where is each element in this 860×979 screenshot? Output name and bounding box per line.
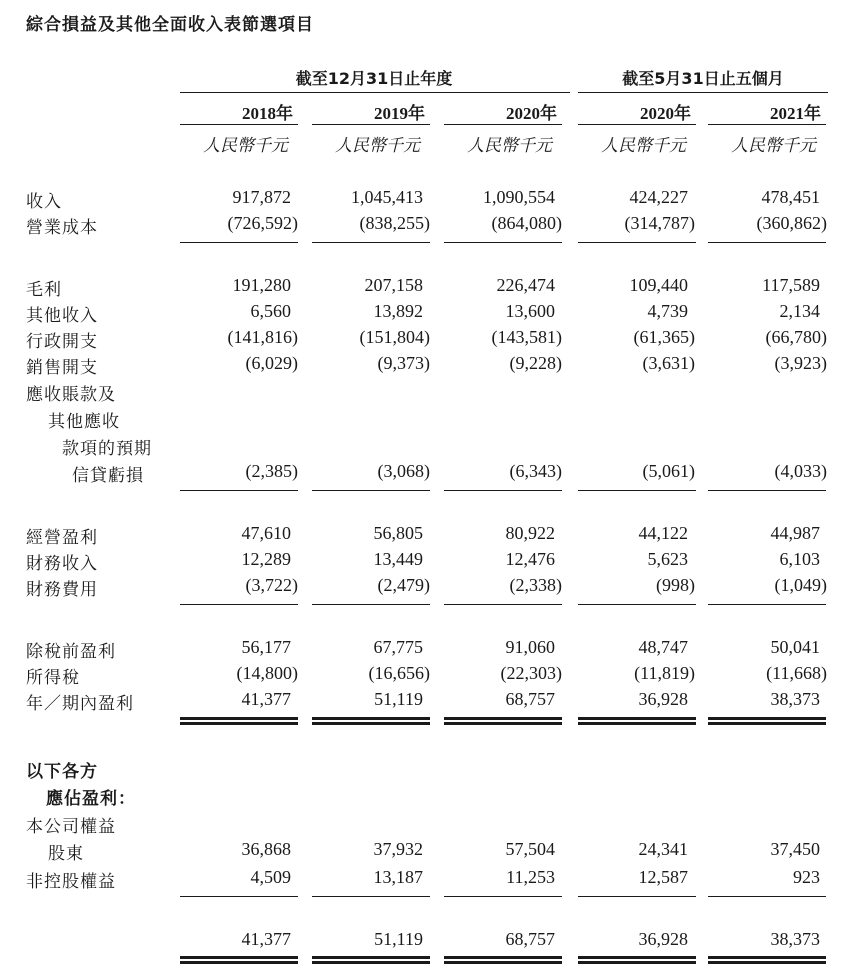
row-label: 收入: [26, 192, 62, 212]
total-double-rule: [578, 956, 696, 964]
row-label: 經營盈利: [26, 528, 98, 548]
table-cell: 91,060: [505, 637, 555, 657]
table-cell: 56,177: [241, 637, 291, 657]
table-cell: (11,819): [634, 663, 695, 683]
table-cell: (3,631): [642, 353, 695, 373]
table-cell: 11,253: [506, 867, 555, 887]
table-cell: 57,504: [505, 839, 555, 859]
table-cell: 38,373: [770, 929, 820, 949]
table-cell: (9,228): [509, 353, 562, 373]
total-double-rule: [312, 717, 430, 725]
table-cell: (4,033): [774, 461, 827, 481]
subtotal-rule: [708, 604, 826, 605]
col-rule-2020-five-months: [578, 124, 696, 125]
table-cell: (66,780): [765, 327, 827, 347]
table-cell: (6,343): [509, 461, 562, 481]
col-unit-2019: 人民幣千元: [335, 136, 420, 156]
table-cell: 38,373: [770, 689, 820, 709]
table-cell: 68,757: [505, 929, 555, 949]
table-cell: 37,932: [373, 839, 423, 859]
table-cell: 923: [793, 867, 820, 887]
row-label: 以下各方: [26, 762, 98, 782]
group-rule-year: [180, 92, 570, 93]
row-label: 年／期內盈利: [26, 694, 134, 714]
col-unit-2018: 人民幣千元: [203, 136, 288, 156]
table-cell: 226,474: [496, 275, 555, 295]
table-cell: 1,090,554: [483, 187, 555, 207]
table-cell: 12,289: [241, 549, 291, 569]
row-label: 財務費用: [26, 580, 98, 600]
table-cell: (838,255): [359, 213, 430, 233]
table-cell: (998): [656, 575, 695, 595]
row-label: 其他應收: [48, 412, 120, 432]
table-cell: 68,757: [505, 689, 555, 709]
subtotal-rule: [180, 490, 298, 491]
table-cell: (151,804): [359, 327, 430, 347]
row-label: 除稅前盈利: [26, 642, 116, 662]
table-cell: 13,600: [505, 301, 555, 321]
row-label: 應收賬款及: [26, 385, 116, 405]
table-cell: 44,122: [638, 523, 688, 543]
table-cell: 13,449: [373, 549, 423, 569]
table-cell: 51,119: [374, 929, 423, 949]
total-double-rule: [708, 956, 826, 964]
table-cell: (3,722): [245, 575, 298, 595]
total-double-rule: [444, 717, 562, 725]
table-cell: 51,119: [374, 689, 423, 709]
row-label: 股東: [48, 844, 84, 864]
col-unit-2020-five-months: 人民幣千元: [601, 136, 686, 156]
row-label: 所得稅: [26, 668, 80, 688]
table-cell: 36,928: [638, 929, 688, 949]
table-cell: 13,187: [373, 867, 423, 887]
table-cell: 5,623: [647, 549, 688, 569]
table-cell: 37,450: [770, 839, 820, 859]
table-cell: (61,365): [633, 327, 695, 347]
table-cell: 4,739: [647, 301, 688, 321]
total-double-rule: [312, 956, 430, 964]
row-label: 其他收入: [26, 306, 98, 326]
subtotal-rule: [708, 490, 826, 491]
col-year-2019: 2019年: [374, 104, 425, 123]
subtotal-rule: [578, 896, 696, 897]
table-cell: (314,787): [624, 213, 695, 233]
table-cell: 36,928: [638, 689, 688, 709]
group-rule-months: [578, 92, 828, 93]
col-year-2020: 2020年: [506, 104, 557, 123]
table-cell: 6,103: [779, 549, 820, 569]
table-cell: 80,922: [505, 523, 555, 543]
table-cell: (360,862): [756, 213, 827, 233]
total-double-rule: [444, 956, 562, 964]
total-double-rule: [180, 956, 298, 964]
table-cell: (143,581): [491, 327, 562, 347]
table-cell: 67,775: [373, 637, 423, 657]
col-year-2021: 2021年: [770, 104, 821, 123]
subtotal-rule: [578, 242, 696, 243]
table-cell: 36,868: [241, 839, 291, 859]
table-cell: 207,158: [364, 275, 423, 295]
table-cell: (726,592): [227, 213, 298, 233]
table-cell: (2,338): [509, 575, 562, 595]
table-cell: 24,341: [638, 839, 688, 859]
table-cell: (141,816): [227, 327, 298, 347]
subtotal-rule: [708, 896, 826, 897]
table-cell: 1,045,413: [351, 187, 423, 207]
subtotal-rule: [312, 604, 430, 605]
subtotal-rule: [180, 896, 298, 897]
total-double-rule: [180, 717, 298, 725]
table-cell: 117,589: [762, 275, 820, 295]
subtotal-rule: [312, 242, 430, 243]
col-year-2018: 2018年: [242, 104, 293, 123]
row-label: 款項的預期: [62, 439, 152, 459]
subtotal-rule: [444, 490, 562, 491]
table-cell: (22,303): [500, 663, 562, 683]
table-cell: 41,377: [241, 929, 291, 949]
group-header-year: 截至12月31日止年度: [295, 69, 453, 88]
table-cell: (3,923): [774, 353, 827, 373]
row-label: 應佔盈利：: [46, 789, 136, 809]
table-cell: 56,805: [373, 523, 423, 543]
table-cell: 12,587: [638, 867, 688, 887]
subtotal-rule: [312, 490, 430, 491]
total-double-rule: [708, 717, 826, 725]
table-cell: (9,373): [377, 353, 430, 373]
subtotal-rule: [444, 896, 562, 897]
col-rule-2021: [708, 124, 826, 125]
table-cell: (5,061): [642, 461, 695, 481]
table-cell: 41,377: [241, 689, 291, 709]
row-label: 銷售開支: [26, 358, 98, 378]
table-cell: (1,049): [774, 575, 827, 595]
table-cell: (16,656): [368, 663, 430, 683]
table-cell: (2,479): [377, 575, 430, 595]
table-cell: (2,385): [245, 461, 298, 481]
subtotal-rule: [312, 896, 430, 897]
table-cell: 12,476: [505, 549, 555, 569]
subtotal-rule: [578, 604, 696, 605]
col-unit-2021: 人民幣千元: [731, 136, 816, 156]
table-cell: 6,560: [250, 301, 291, 321]
col-unit-2020: 人民幣千元: [467, 136, 552, 156]
table-cell: (3,068): [377, 461, 430, 481]
group-header-months: 截至5月31日止五個月: [622, 69, 784, 88]
row-label: 本公司權益: [26, 817, 116, 837]
table-cell: (14,800): [236, 663, 298, 683]
row-label: 信貸虧損: [72, 466, 144, 486]
document-title: 綜合損益及其他全面收入表節選項目: [26, 15, 314, 35]
subtotal-rule: [708, 242, 826, 243]
table-cell: 47,610: [241, 523, 291, 543]
table-cell: 478,451: [761, 187, 820, 207]
subtotal-rule: [180, 604, 298, 605]
table-cell: 917,872: [232, 187, 291, 207]
table-cell: (11,668): [766, 663, 827, 683]
table-cell: 2,134: [779, 301, 820, 321]
table-cell: 191,280: [232, 275, 291, 295]
row-label: 非控股權益: [26, 872, 116, 892]
table-cell: 4,509: [250, 867, 291, 887]
col-rule-2019: [312, 124, 430, 125]
table-cell: 13,892: [373, 301, 423, 321]
col-rule-2020: [444, 124, 562, 125]
table-cell: 44,987: [770, 523, 820, 543]
row-label: 營業成本: [26, 218, 98, 238]
subtotal-rule: [180, 242, 298, 243]
table-cell: (6,029): [245, 353, 298, 373]
table-cell: 48,747: [638, 637, 688, 657]
table-cell: 109,440: [629, 275, 688, 295]
row-label: 行政開支: [26, 332, 98, 352]
table-cell: 50,041: [770, 637, 820, 657]
col-rule-2018: [180, 124, 298, 125]
total-double-rule: [578, 717, 696, 725]
subtotal-rule: [578, 490, 696, 491]
col-year-2020-five-months: 2020年: [640, 104, 691, 123]
subtotal-rule: [444, 242, 562, 243]
row-label: 財務收入: [26, 554, 98, 574]
subtotal-rule: [444, 604, 562, 605]
table-cell: (864,080): [491, 213, 562, 233]
row-label: 毛利: [26, 280, 62, 300]
table-cell: 424,227: [629, 187, 688, 207]
